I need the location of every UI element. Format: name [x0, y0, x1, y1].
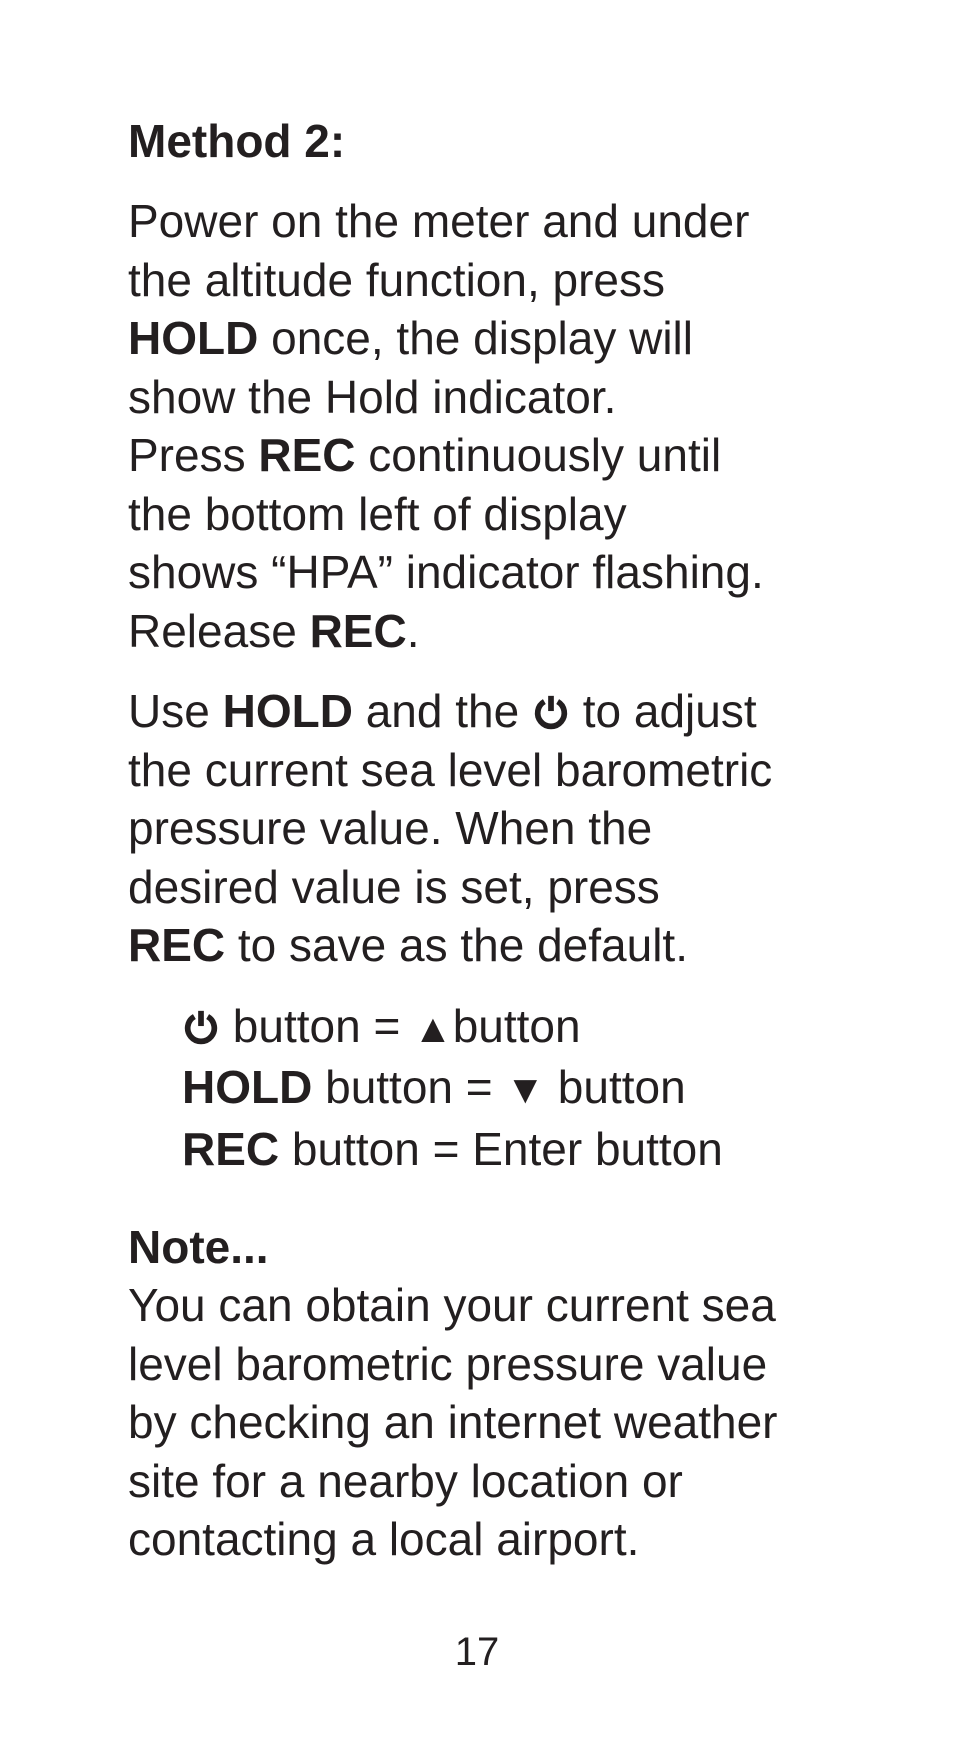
power-icon	[532, 693, 570, 731]
instruction-line: REC to save as the default.	[128, 919, 688, 971]
manual-page	[128, 112, 848, 1569]
note-line: You can obtain your current sea	[128, 1279, 776, 1331]
method-heading: Method 2:	[128, 115, 346, 167]
instruction-line: Power on the meter and under	[128, 195, 750, 247]
instruction-line: the bottom left of display	[128, 487, 627, 540]
down-triangle-icon: ▼	[505, 1068, 546, 1112]
rec-keyword: REC	[128, 919, 226, 971]
instruction-line: the altitude function, press	[128, 253, 665, 306]
instruction-line: show the Hold indicator.	[128, 370, 617, 423]
adjust-instructions	[128, 682, 848, 975]
instruction-line: Press REC continuously until	[128, 429, 722, 481]
instruction-line: shows “HPA” indicator flashing.	[128, 546, 764, 598]
note-text	[128, 1276, 848, 1569]
method-instructions	[128, 192, 848, 660]
mapping-row-power: button = ▲button	[182, 997, 848, 1059]
note-line: site for a nearby location or	[128, 1454, 683, 1507]
rec-keyword: REC	[258, 429, 356, 481]
instruction-line: Release REC.	[128, 604, 420, 657]
mapping-row-hold: HOLD button = ▼ button	[182, 1061, 686, 1113]
hold-keyword: HOLD	[222, 685, 353, 737]
mapping-row-rec: REC button = Enter button	[182, 1122, 723, 1175]
instruction-line: Use HOLD and the to adjust	[128, 685, 757, 737]
power-icon	[182, 1008, 220, 1046]
button-mapping	[182, 997, 848, 1179]
instruction-line: desired value is set, press	[128, 860, 660, 913]
instruction-line: HOLD once, the display will	[128, 312, 693, 364]
note-line: level barometric pressure value	[128, 1337, 768, 1390]
up-triangle-icon: ▲	[413, 1006, 453, 1051]
rec-keyword: REC	[309, 604, 407, 657]
note-heading: Note...	[128, 1221, 269, 1273]
instruction-line: pressure value. When the	[128, 802, 653, 854]
instruction-line: the current sea level barometric	[128, 743, 773, 796]
note-line: by checking an internet weather	[128, 1396, 778, 1448]
note-line: contacting a local airport.	[128, 1513, 640, 1565]
hold-keyword: HOLD	[128, 312, 259, 364]
page-number: 17	[454, 1630, 500, 1674]
